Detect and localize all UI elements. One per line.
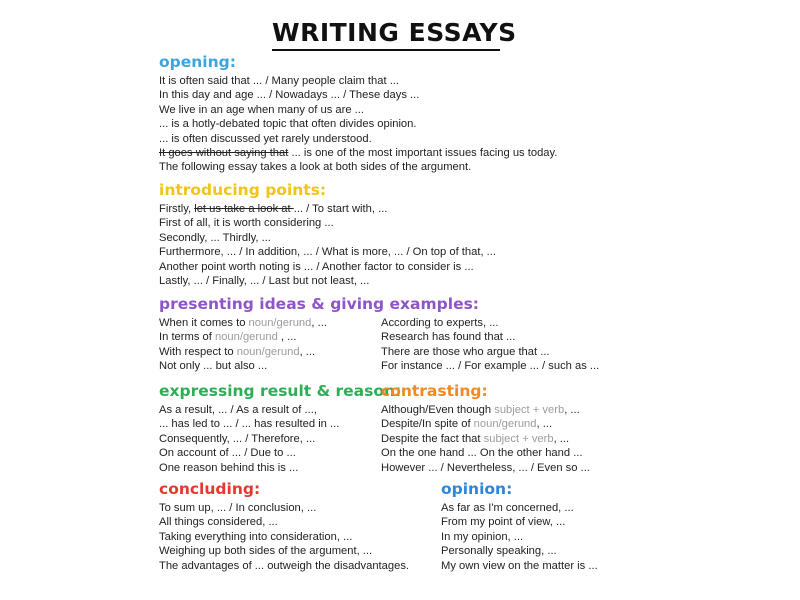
introducing-line: Furthermore, ... / In addition, ... / What is more, ... / On top of that, ... [159, 246, 497, 259]
contrasting-heading: contrasting: [381, 382, 488, 400]
line-rest: ... is one of the most important issues facing us today. [288, 147, 558, 160]
contrasting-section [381, 381, 590, 475]
introducing-heading: introducing points: [159, 181, 327, 199]
opening-line: In this day and age ... / Nowadays ... / These days ... [159, 89, 420, 102]
contrasting-line: On the one hand ... On the other hand ... [381, 447, 583, 460]
presenting-line: Research has found that ... [381, 331, 516, 344]
concluding-line: All things considered, ... [159, 516, 278, 529]
title-underline [272, 49, 500, 51]
contrasting-line: Despite the fact that subject + verb, ... [381, 432, 570, 445]
contrasting-line: Although/Even though subject + verb, ... [381, 404, 580, 416]
struck-text: It goes without saying that [159, 147, 289, 160]
opening-section [159, 52, 557, 175]
concluding-line: Taking everything into consideration, ... [159, 530, 353, 543]
opening-line [159, 146, 557, 160]
contrasting-line: However ... / Nevertheless, ... / Even so ... [381, 461, 590, 474]
opinion-line: Personally speaking, ... [441, 545, 557, 558]
concluding-line: Weighing up both sides of the argument, ... [159, 545, 373, 558]
introducing-line: Another point worth noting is ... / Another factor to consider is ... [159, 260, 474, 273]
presenting-line: In terms of noun/gerund , ... [159, 331, 297, 344]
line-pre: Firstly, [159, 203, 195, 215]
presenting-line: Not only ... but also ... [159, 360, 268, 373]
opening-heading: opening: [159, 53, 236, 71]
presenting-heading: presenting ideas & giving examples: [159, 295, 480, 313]
result-line: Consequently, ... / Therefore, ... [159, 432, 316, 445]
result-line: On account of ... / Due to ... [159, 447, 296, 460]
struck-text: let us take a look at [194, 203, 294, 215]
opening-line: ... is a hotly-debated topic that often divides opinion. [159, 118, 417, 131]
opening-line: We live in an age when many of us are ... [159, 103, 365, 116]
line-rest: ... / To start with, ... [293, 203, 388, 215]
introducing-line [159, 202, 496, 216]
opinion-heading: opinion: [441, 480, 513, 498]
opinion-line: My own view on the matter is ... [441, 559, 598, 572]
result-line: ... has led to ... / ... has resulted in ... [159, 418, 340, 431]
introducing-line: Secondly, ... Thirdly, ... [159, 231, 271, 244]
presenting-line: According to experts, ... [381, 317, 499, 329]
opinion-line: As far as I'm concerned, ... [441, 502, 574, 514]
presenting-line: For instance ... / For example ... / such as ... [381, 360, 600, 373]
presenting-line: There are those who argue that ... [381, 345, 550, 358]
opening-line: ... is often discussed yet rarely understood. [159, 132, 372, 145]
opening-line: It is often said that ... / Many people claim that ... [159, 75, 400, 87]
opinion-section [441, 479, 598, 573]
result-line: As a result, ... / As a result of ..., [159, 404, 317, 416]
opinion-line: In my opinion, ... [441, 530, 524, 543]
concluding-line: The advantages of ... outweigh the disadvantages. [159, 559, 410, 572]
opinion-line: From my point of view, ... [441, 516, 566, 529]
concluding-line: To sum up, ... / In conclusion, ... [159, 502, 317, 514]
presenting-right-column [381, 316, 599, 374]
concluding-section [159, 479, 409, 573]
introducing-line: First of all, it is worth considering ... [159, 217, 334, 230]
presenting-line: With respect to noun/gerund, ... [159, 345, 316, 358]
contrasting-line: Despite/In spite of noun/gerund, ... [381, 418, 553, 431]
introducing-line: Lastly, ... / Finally, ... / Last but not least, ... [159, 275, 370, 288]
page-title: WRITING ESSAYS [272, 18, 517, 47]
introducing-section [159, 180, 496, 288]
result-section [159, 381, 401, 475]
opening-line: The following essay takes a look at both sides of the argument. [159, 161, 472, 174]
result-heading: expressing result & reason: [159, 382, 402, 400]
result-line: One reason behind this is ... [159, 461, 299, 474]
presenting-line: When it comes to noun/gerund, ... [159, 317, 327, 329]
concluding-heading: concluding: [159, 480, 261, 498]
